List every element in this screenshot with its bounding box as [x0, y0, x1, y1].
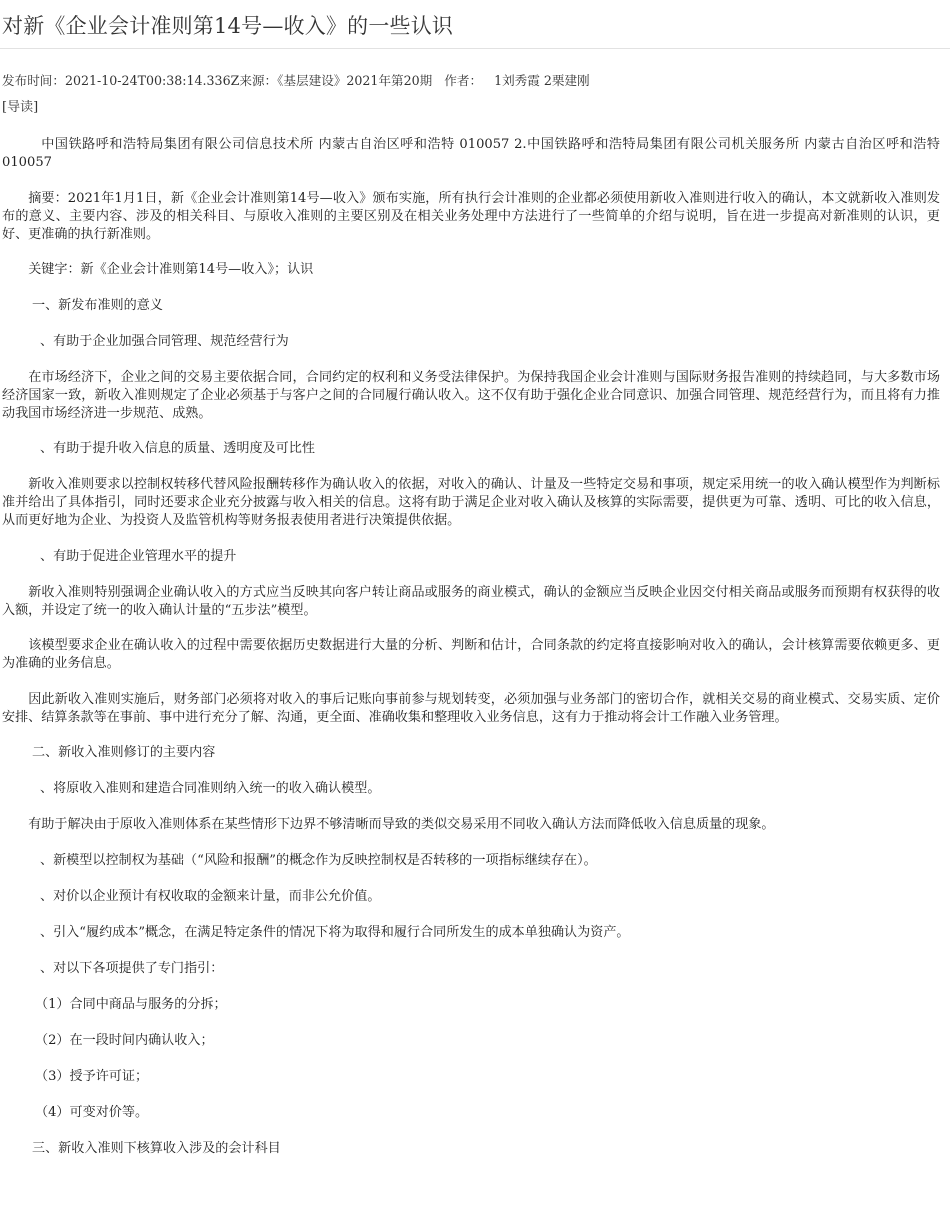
- section-1-paragraph-1: 在市场经济下，企业之间的交易主要依据合同，合同约定的权利和义务受法律保护。为保持我国企业会计准则与国际财务报告准则的持续趋同，与大多数市场经济国家一致，新收入准则规定了企业必须基于与客户之间的合同履行确认收入。这不仅有助于强化企业合同意识、加强合同管理、规范经营行为，而且将有力推动我国市场经济进一步规范、成熟。: [2, 369, 940, 421]
- section-1-subheading-2: 、有助于提升收入信息的质量、透明度及可比性: [40, 441, 315, 456]
- title-divider: [0, 48, 950, 49]
- abstract-paragraph: 摘要：2021年1月1日，新《企业会计准则第14号—收入》颁布实施，所有执行会计准则的企业都必须使用新收入准则进行收入的确认，本文就新收入准则发布的意义、主要内容、涉及的相关科目、与原收入准则的主要区别及在相关业务处理中方法进行了一些简单的介绍与说明，旨在进一步提高对新准则的认识，更好、更准确的执行新准则。: [2, 190, 940, 242]
- section-1-paragraph-3: 新收入准则特别强调企业确认收入的方式应当反映其向客户转让商品或服务的商业模式，确认的金额应当反映企业因交付相关商品或服务而预期有权获得的收入额，并设定了统一的收入确认计量的“五步法”模型。: [2, 584, 940, 618]
- section-2-item-1: 、将原收入准则和建造合同准则纳入统一的收入确认模型。: [40, 781, 381, 796]
- list-item: （4）可变对价等。: [35, 1104, 149, 1120]
- section-2-item-5: 、对以下各项提供了专门指引：: [40, 960, 224, 976]
- source-value: 《基层建设》2021年第20期: [277, 73, 433, 88]
- article-title: 对新《企业会计准则第14号—收入》的一些认识: [2, 14, 454, 38]
- section-1-paragraph-5: 因此新收入准则实施后，财务部门必须将对收入的事后记账向事前参与规划转变，必须加强与业务部门的密切合作，就相关交易的商业模式、交易实质、定价安排、结算条款等在事前、事中进行充分了解、沟通，更全面、准确收集和整理收入业务信息，这有力于推动将会计工作融入业务管理。: [2, 691, 940, 725]
- section-2-item-1-description: 有助于解决由于原收入准则体系在某些情形下边界不够清晰而导致的类似交易采用不同收入确认方法而降低收入信息质量的现象。: [28, 817, 775, 832]
- source-label: 来源：: [239, 73, 278, 88]
- list-item: （3）授予许可证；: [35, 1068, 149, 1084]
- article-body: [2, 136, 940, 1176]
- published-label: 发布时间：: [2, 73, 65, 88]
- guide-label: [导读]: [2, 100, 39, 115]
- section-1-subheading-3: 、有助于促进企业管理水平的提升: [40, 548, 237, 564]
- list-item: （1）合同中商品与服务的分拆；: [35, 996, 227, 1012]
- published-value: 2021-10-24T00:38:14.336Z: [64, 73, 240, 88]
- section-3-heading: 三、新收入准则下核算收入涉及的会计科目: [32, 1140, 281, 1156]
- author-label: 作者：: [444, 73, 483, 88]
- keywords-paragraph: 关键字：新《企业会计准则第14号—收入》；认识: [28, 262, 314, 277]
- affiliation-paragraph: 中国铁路呼和浩特局集团有限公司信息技术所 内蒙古自治区呼和浩特 010057 2.中国铁路呼和浩特局集团有限公司机关服务所 内蒙古自治区呼和浩特 010057: [2, 137, 940, 170]
- section-1-heading: 一、新发布准则的意义: [32, 297, 163, 313]
- section-2-heading: 二、新收入准则修订的主要内容: [32, 745, 216, 760]
- article-meta: [2, 70, 590, 89]
- author-value: 1刘秀霞 2栗建刚: [494, 73, 590, 88]
- list-item: （2）在一段时间内确认收入；: [35, 1032, 214, 1048]
- section-2-item-2: 、新模型以控制权为基础（“风险和报酬”的概念作为反映控制权是否转移的一项指标继续存在）。: [40, 852, 597, 868]
- section-1-paragraph-2: 新收入准则要求以控制权转移代替风险报酬转移作为确认收入的依据，对收入的确认、计量及一些特定交易和事项，规定采用统一的收入确认模型作为判断标准并给出了具体指引，同时还要求企业充分披露与收入相关的信息。这将有助于满足企业对收入确认及核算的实际需要，提供更为可靠、透明、可比的收入信息，从而更好地为企业、为投资人及监管机构等财务报表使用者进行决策提供依据。: [2, 477, 940, 528]
- section-2-item-3: 、对价以企业预计有权收取的金额来计量，而非公允价值。: [40, 888, 381, 904]
- section-2-item-4: 、引入“履约成本”概念，在满足特定条件的情况下将为取得和履行合同所发生的成本单独确认为资产。: [40, 924, 630, 940]
- section-1-paragraph-4: 该模型要求企业在确认收入的过程中需要依据历史数据进行大量的分析、判断和估计，合同条款的约定将直接影响对收入的确认，会计核算需要依赖更多、更为准确的业务信息。: [2, 638, 940, 671]
- section-1-subheading-1: 、有助于企业加强合同管理、规范经营行为: [40, 333, 289, 349]
